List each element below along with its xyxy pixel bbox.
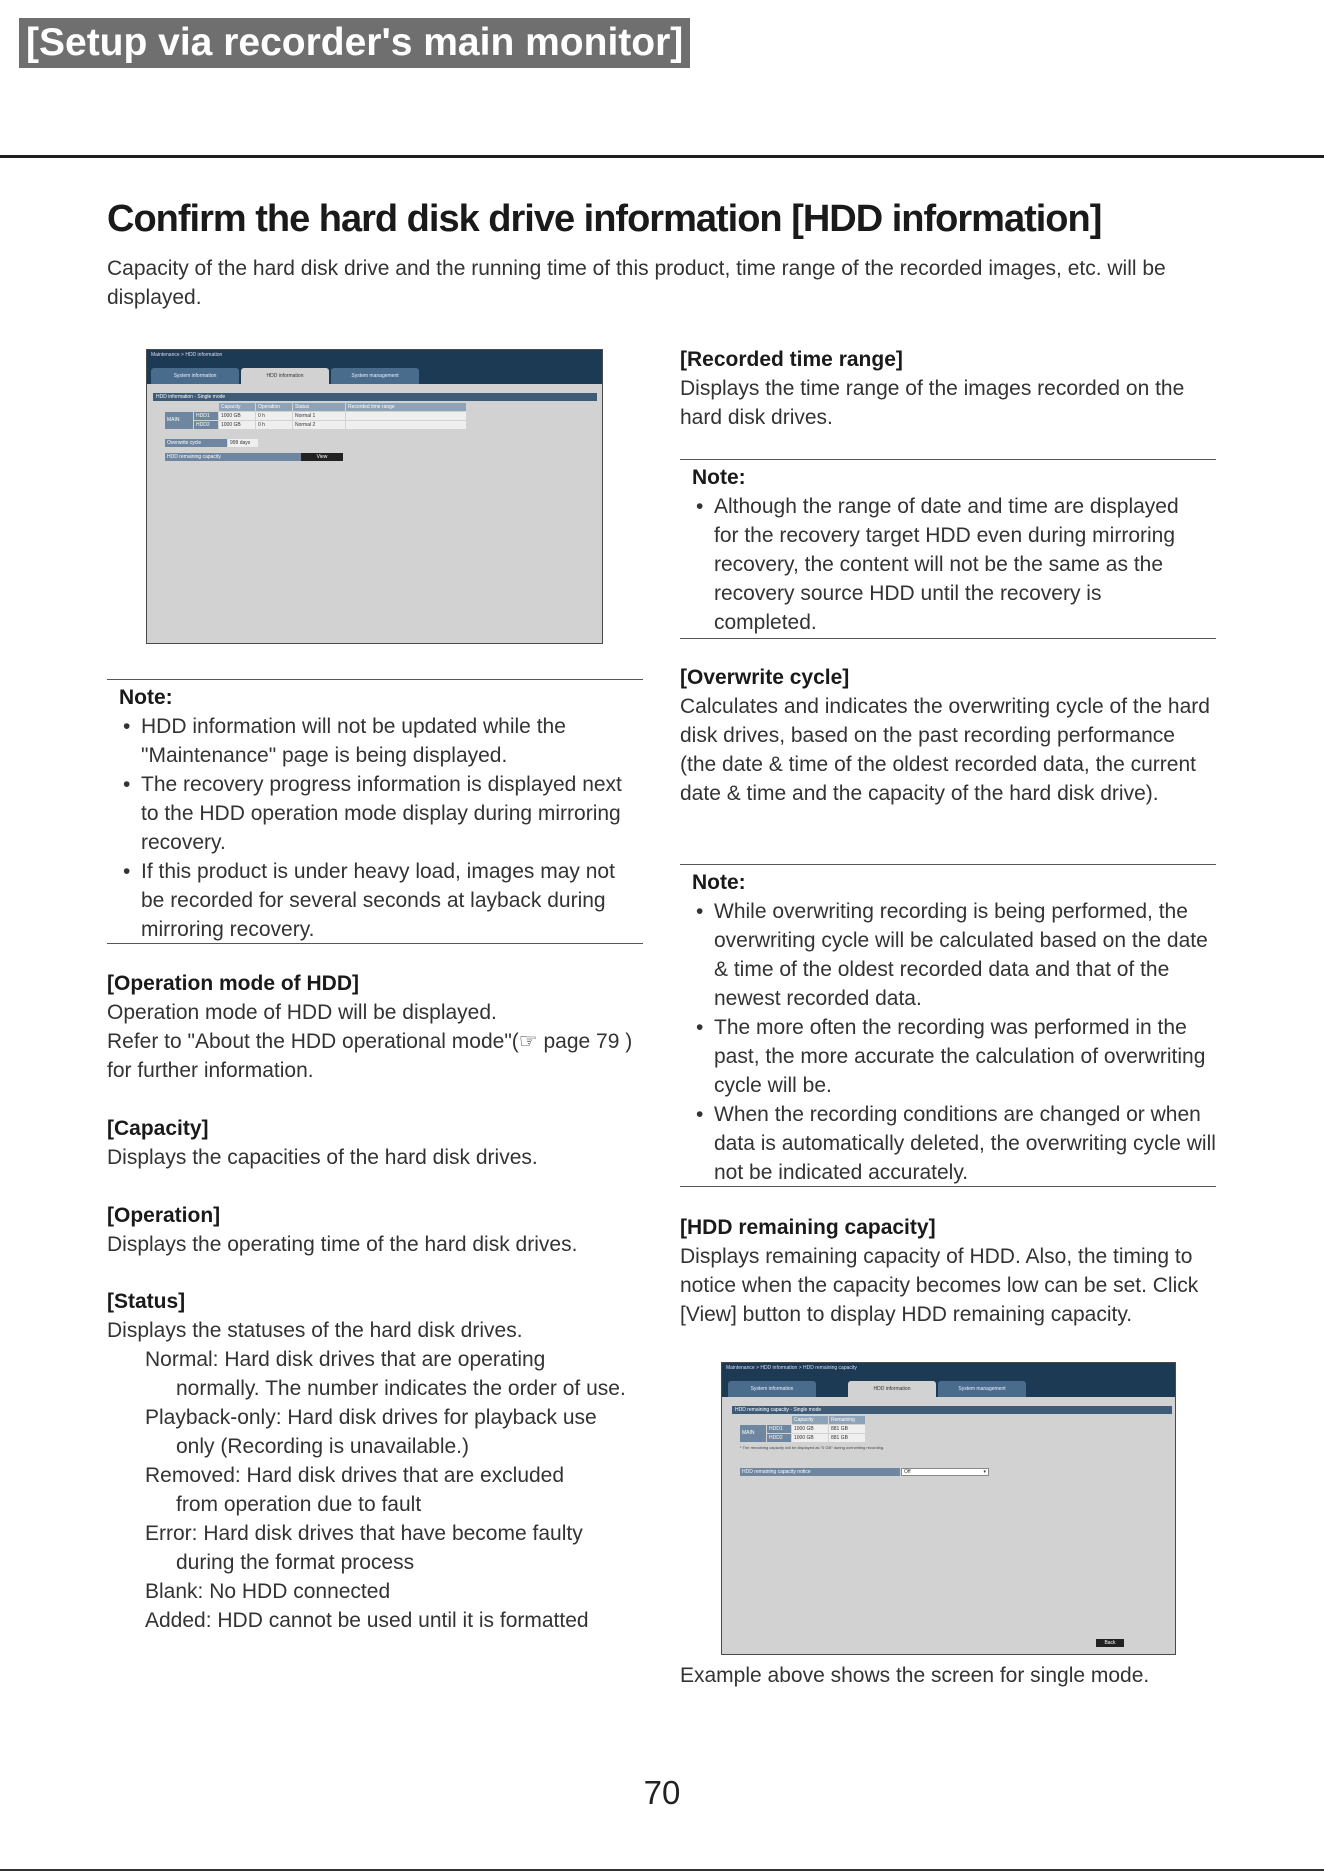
recorded-time-range-section xyxy=(680,345,1210,432)
chevron-down-icon: ▾ xyxy=(983,1469,986,1475)
row-hdd2-status: Normal 2 xyxy=(293,421,345,429)
bottom-divider xyxy=(0,1869,1324,1871)
hdd-remaining-text: Displays remaining capacity of HDD. Also, the timing to notice when the capacity becomes low can be set. Click [View] button to display HDD remaining capacity. xyxy=(680,1245,1199,1326)
operation-heading: [Operation] xyxy=(107,1204,221,1227)
row-hdd1-name: HDD1 xyxy=(194,412,218,420)
screenshot-section-bar: HDD remaining capacity - Single mode xyxy=(732,1406,1172,1414)
hdd-remaining-section xyxy=(680,1213,1216,1329)
col-capacity: Capacity xyxy=(792,1416,828,1424)
status-item-removed-desc: from operation due to fault xyxy=(176,1493,422,1516)
operation-mode-text: Operation mode of HDD will be displayed. xyxy=(107,1001,497,1024)
note-item: • When the recording conditions are changed or when data is automatically deleted, the overwriting cycle will not be indicated accurately. xyxy=(692,1100,1216,1187)
status-item-removed: Removed: Hard disk drives that are excluded xyxy=(145,1464,565,1487)
hdd-remaining-label: HDD remaining capacity xyxy=(165,453,301,461)
overwrite-cycle-heading: [Overwrite cycle] xyxy=(680,666,850,689)
status-section xyxy=(107,1287,647,1635)
status-item-playback-only: Playback-only: Hard disk drives for playback use xyxy=(145,1406,597,1429)
screenshot-caption: Example above shows the screen for single mode. xyxy=(680,1664,1150,1687)
row-hdd2-capacity: 1000 GB xyxy=(219,421,255,429)
tab-system-management: System management xyxy=(938,1381,1026,1397)
top-divider xyxy=(0,155,1324,158)
status-item-normal: Normal: Hard disk drives that are operating xyxy=(145,1348,546,1371)
operation-mode-section xyxy=(107,969,643,1085)
notice-select: Off ▾ xyxy=(901,1468,989,1476)
row-hdd1-status: Normal 1 xyxy=(293,412,345,420)
note-item: • HDD information will not be updated while the "Maintenance" page is being displayed. xyxy=(119,712,643,770)
tab-system-information: System information xyxy=(728,1381,816,1397)
note-item: • Although the range of date and time are displayed for the recovery target HDD even during mirroring recovery, the content will not be the same as the recovery source HDD until the recovery is completed. xyxy=(692,492,1192,637)
status-item-error: Error: Hard disk drives that have become faulty xyxy=(145,1522,583,1545)
group-label: MAIN xyxy=(165,412,193,429)
notice-label: HDD remaining capacity notice xyxy=(740,1468,900,1476)
note-item: • The recovery progress information is displayed next to the HDD operation mode display during mirroring recovery. xyxy=(119,770,643,857)
overwrite-cycle-value: 999 days xyxy=(228,439,258,447)
back-button: Back xyxy=(1096,1639,1124,1647)
row-hdd1-capacity: 1000 GB xyxy=(792,1425,828,1433)
screenshot-breadcrumb: Maintenance > HDD information xyxy=(151,352,223,358)
tab-hdd-information: HDD information xyxy=(848,1381,936,1397)
row-hdd1-operation: 0 h xyxy=(256,412,292,420)
hdd-remaining-heading: [HDD remaining capacity] xyxy=(680,1216,936,1239)
tab-system-information: System information xyxy=(151,368,239,384)
row-hdd2-time-range xyxy=(346,421,466,429)
page-title: Confirm the hard disk drive information [HDD information] xyxy=(107,198,1102,240)
recorded-time-range-text: Displays the time range of the images recorded on the hard disk drives. xyxy=(680,377,1185,429)
screenshot-section-bar: HDD information - Single mode xyxy=(153,393,597,401)
operation-section xyxy=(107,1201,643,1259)
row-hdd1-time-range xyxy=(346,412,466,420)
row-hdd2-capacity: 1000 GB xyxy=(792,1434,828,1442)
note-recorded-time-range xyxy=(680,459,1216,639)
status-item-error-desc: during the format process xyxy=(176,1551,415,1574)
status-heading: [Status] xyxy=(107,1290,186,1313)
operation-mode-reference: Refer to "About the HDD operational mode"(☞ page 79 ) for further information. xyxy=(107,1030,633,1082)
status-item-blank: Blank: No HDD connected xyxy=(145,1580,391,1603)
recorded-time-range-heading: [Recorded time range] xyxy=(680,348,903,371)
col-capacity: Capacity xyxy=(219,403,255,411)
capacity-heading: [Capacity] xyxy=(107,1117,209,1140)
status-item-added: Added: HDD cannot be used until it is formatted xyxy=(145,1609,589,1632)
row-hdd2-operation: 0 h xyxy=(256,421,292,429)
view-button: View xyxy=(301,453,343,461)
note-overwrite-cycle xyxy=(680,864,1216,1187)
status-text: Displays the statuses of the hard disk drives. xyxy=(107,1319,523,1342)
col-status: Status xyxy=(293,403,345,411)
row-hdd1-name: HDD1 xyxy=(767,1425,791,1433)
note-label: Note: xyxy=(119,686,173,709)
col-operation: Operation xyxy=(256,403,292,411)
note-item: • If this product is under heavy load, images may not be recorded for several seconds at layback during mirroring recovery. xyxy=(119,857,643,944)
capacity-section xyxy=(107,1114,643,1172)
note-hdd-information xyxy=(107,679,643,944)
overwrite-cycle-text: Calculates and indicates the overwriting cycle of the hard disk drives, based on the past recording performance (the date & time of the oldest recorded data, the current date & time and the capacity of the hard disk drive). xyxy=(680,695,1210,805)
intro-text: Capacity of the hard disk drive and the running time of this product, time range of the recorded images, etc. will be displayed. xyxy=(107,257,1166,309)
row-hdd2-remaining: 881 GB xyxy=(829,1434,865,1442)
operation-mode-heading: [Operation mode of HDD] xyxy=(107,972,359,995)
remaining-footnote: * The remaining capacity will be displayed as "0 GB" during overwriting recording. xyxy=(740,1445,885,1450)
status-item-normal-desc: normally. The number indicates the order of use. xyxy=(176,1377,626,1400)
section-banner: [Setup via recorder's main monitor] xyxy=(19,18,690,68)
status-item-playback-only-desc: only (Recording is unavailable.) xyxy=(176,1435,469,1458)
note-item: • While overwriting recording is being performed, the overwriting cycle will be calculated based on the date & time of the oldest recorded data and that of the newest recorded data. xyxy=(692,897,1216,1013)
page-number: 70 xyxy=(643,1774,681,1811)
note-item: • The more often the recording was performed in the past, the more accurate the calculation of overwriting cycle will be. xyxy=(692,1013,1216,1100)
overwrite-cycle-section xyxy=(680,663,1216,808)
overwrite-cycle-label: Overwrite cycle xyxy=(165,439,227,447)
col-remaining: Remaining xyxy=(829,1416,865,1424)
page-reference-icon: ☞ xyxy=(518,1030,538,1053)
row-hdd2-name: HDD2 xyxy=(194,421,218,429)
capacity-text: Displays the capacities of the hard disk drives. xyxy=(107,1146,538,1169)
tab-hdd-information: HDD information xyxy=(241,368,329,384)
note-label: Note: xyxy=(692,871,746,894)
operation-text: Displays the operating time of the hard disk drives. xyxy=(107,1233,578,1256)
row-hdd1-capacity: 1000 GB xyxy=(219,412,255,420)
group-label: MAIN xyxy=(740,1425,766,1442)
hdd-remaining-screenshot xyxy=(721,1362,1176,1655)
row-hdd2-name: HDD2 xyxy=(767,1434,791,1442)
tab-system-management: System management xyxy=(331,368,419,384)
screenshot-breadcrumb: Maintenance > HDD information > HDD remaining capacity xyxy=(726,1365,857,1371)
row-hdd1-remaining: 881 GB xyxy=(829,1425,865,1433)
hdd-information-screenshot xyxy=(146,349,603,644)
note-label: Note: xyxy=(692,466,746,489)
col-recorded-time-range: Recorded time range xyxy=(346,403,466,411)
